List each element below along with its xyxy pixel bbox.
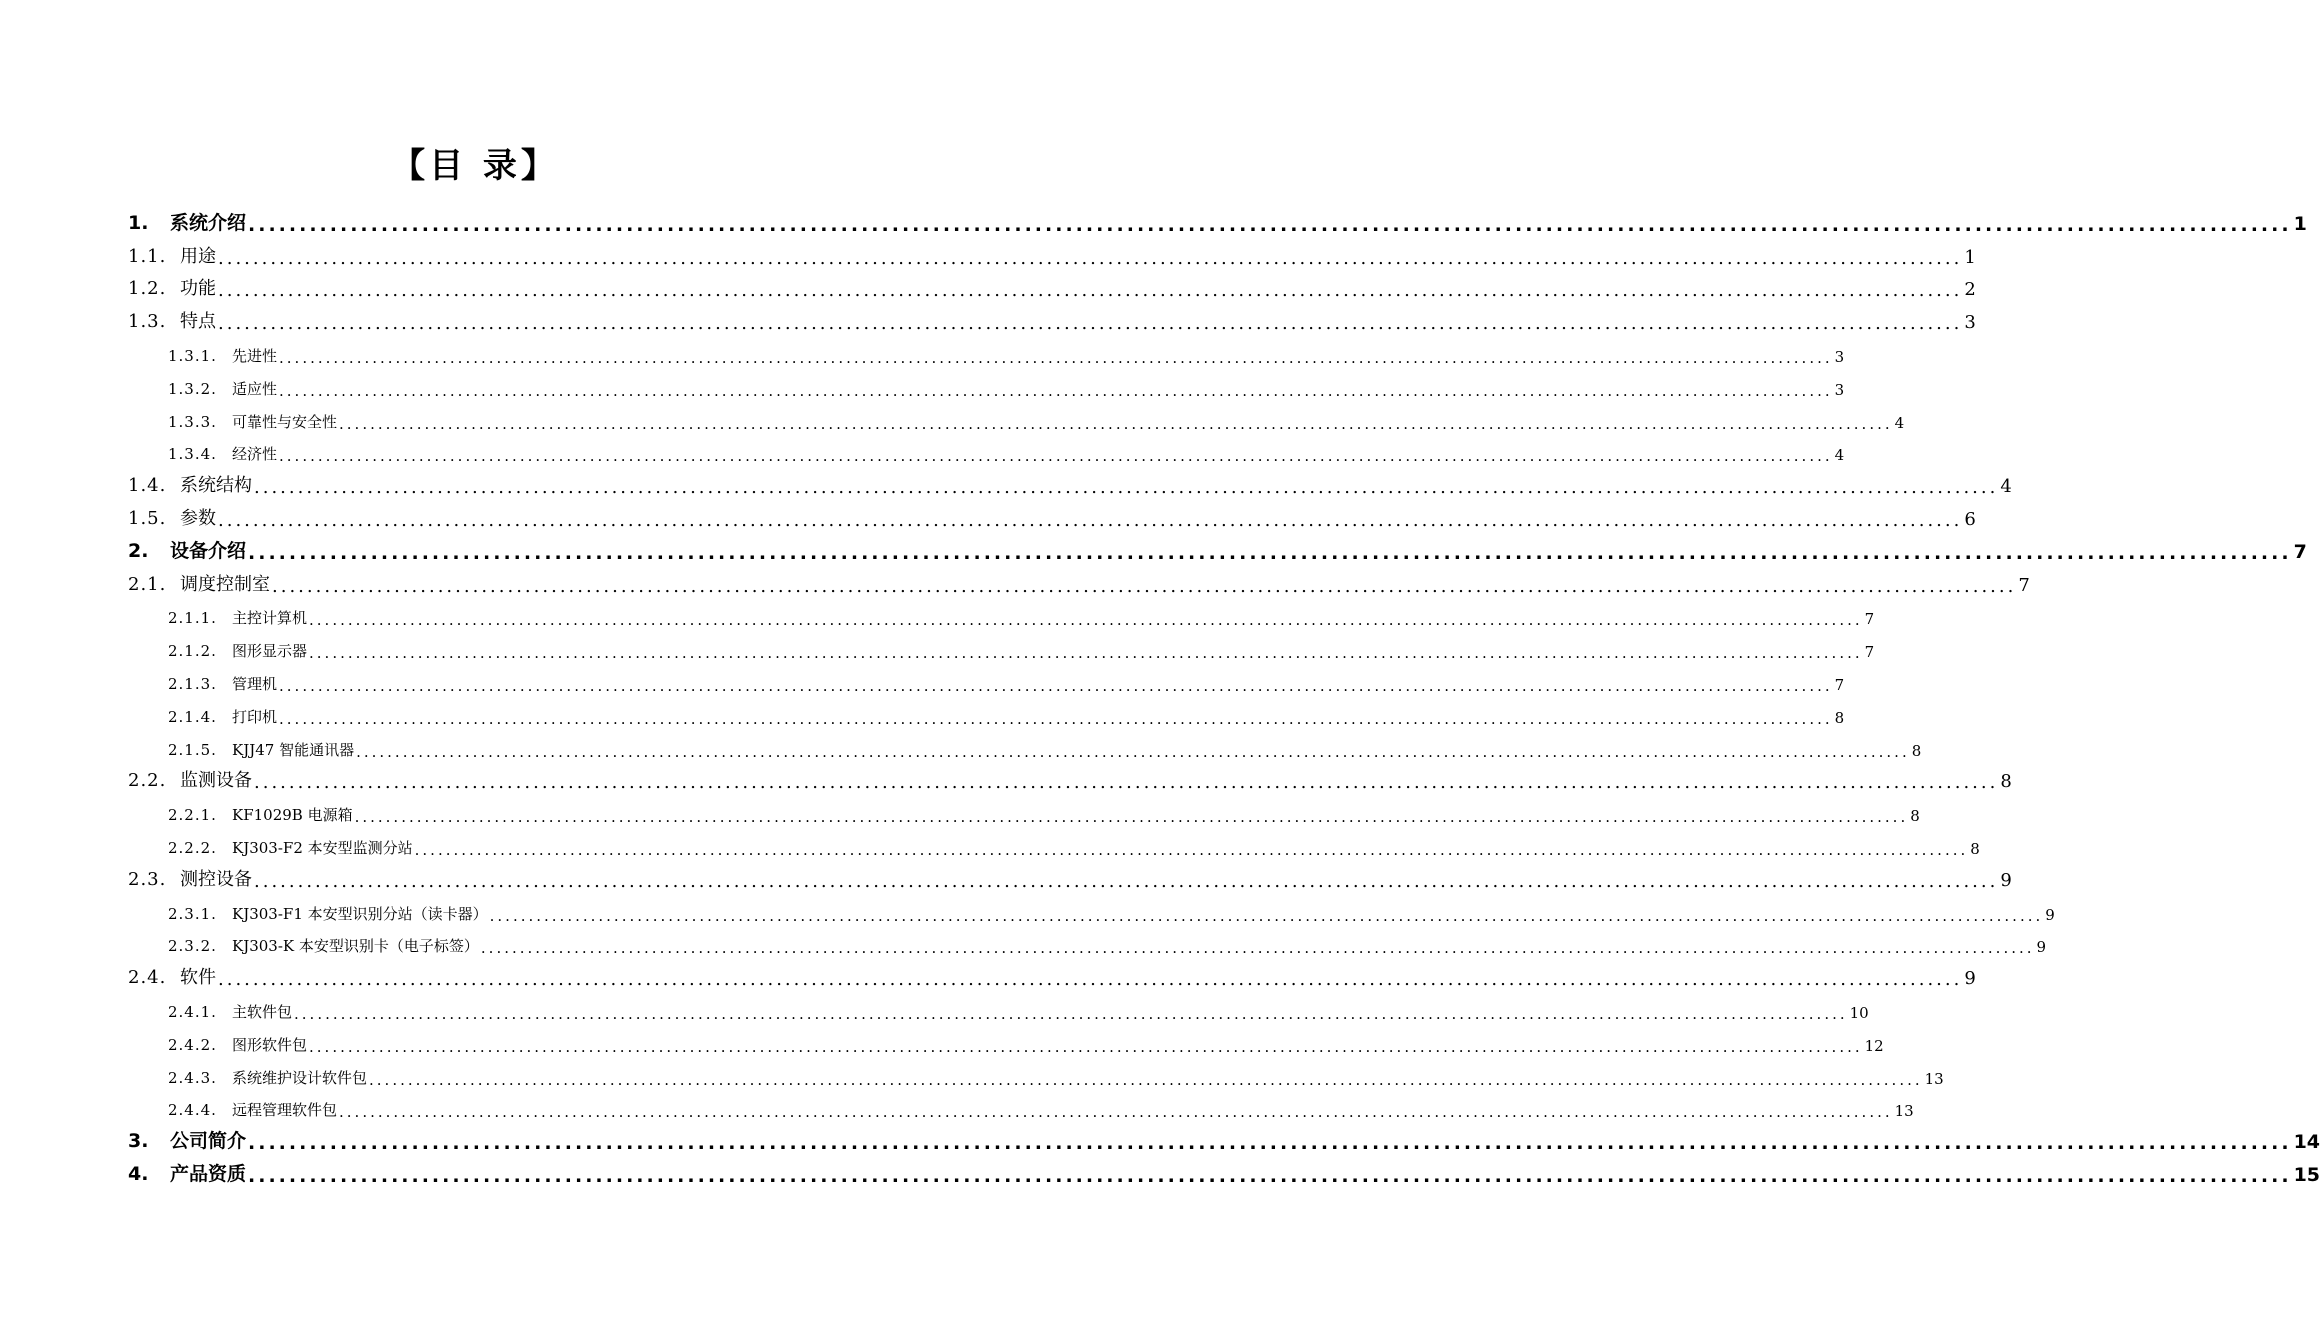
toc-entry-title: 设备介绍 [170,539,247,562]
toc-entry-title: 公司简介 [170,1130,247,1153]
toc-entry-page: 3 [1834,347,1845,366]
toc-entry-page: 13 [1924,1069,1944,1088]
toc-entry-page: 7 [2018,574,2030,596]
toc-entry-number: 2.2.1. [168,806,217,825]
toc-dot-leader: ........................................................................................................................................................................................................ [218,969,1963,991]
toc-entry[interactable] [128,694,1845,728]
toc-entry-page: 8 [1910,807,1920,826]
toc-entry-page: 9 [2036,938,2047,957]
toc-entry[interactable] [128,924,2047,958]
toc-entry-title: KF1029B 电源箱 [232,806,353,825]
toc-entry-number: 2.4.4. [168,1101,217,1120]
toc-entry-page: 9 [2045,905,2055,924]
toc-entry-title: 经济性 [232,445,278,464]
toc-entry-number: 1.3. [128,311,167,333]
toc-entry[interactable] [128,1088,1914,1122]
toc-entry[interactable] [128,497,1976,531]
toc-entry-number: 1.5. [128,507,167,529]
toc-entry-number: 2. [128,539,149,562]
toc-entry-page: 8 [1970,839,1980,858]
toc-entry-number: 1.1. [128,245,167,267]
toc-dot-leader: ........................................................................................................................................................................................................ [279,709,1833,728]
toc-entry[interactable] [128,956,1976,991]
toc-entry-page: 2 [1964,279,1976,301]
toc-entry-title: 系统介绍 [170,211,247,234]
toc-dot-leader: ........................................................................................................................................................................................................ [489,906,2044,925]
toc-entry-number: 2.1.5. [168,740,217,759]
toc-entry-page: 10 [1849,1003,1869,1022]
toc-entry-title: 主控计算机 [232,609,308,628]
toc-entry-title: 用途 [180,245,216,267]
toc-entry-title: 功能 [180,278,216,300]
toc-entry-page: 8 [1911,741,1922,760]
toc-dot-leader: ........................................................................................................................................................................................................ [339,414,1893,433]
toc-entry-page: 9 [1964,968,1976,990]
toc-entry-title: 图形显示器 [232,642,308,661]
toc-entry[interactable] [128,464,2012,499]
toc-entry[interactable] [128,661,1845,695]
toc-entry-title: 可靠性与安全性 [232,412,338,431]
toc-entry-page: 8 [2000,771,2012,793]
toc-entry-page: 9 [2000,869,2012,891]
table-of-contents [128,202,2320,1187]
toc-entry-number: 2.4.2. [168,1035,217,1054]
toc-entry-page: 4 [1894,413,1905,432]
toc-title: 【目 录】 [391,146,559,186]
toc-entry-title: 系统维护设计软件包 [232,1068,368,1087]
toc-entry[interactable] [128,300,1976,335]
toc-entry-title: KJ303-F1 本安型识别分站（读卡器） [232,904,488,923]
toc-dot-leader: ........................................................................................................................................................................................................ [294,1004,1848,1023]
toc-entry-title: KJJ47 智能通讯器 [232,740,355,759]
toc-dot-leader: ........................................................................................................................................................................................................ [254,477,1999,499]
toc-dot-leader: ........................................................................................................................................................................................................ [218,280,1963,302]
toc-entry[interactable] [128,727,1922,761]
toc-dot-leader: ........................................................................................................................................................................................................ [248,1164,2292,1187]
toc-entry-title: 监测设备 [180,770,252,792]
toc-entry-number: 2.4. [128,967,167,989]
toc-entry-page: 6 [1964,508,1976,530]
toc-entry-page: 3 [1834,380,1845,399]
toc-entry-number: 2.1. [128,573,167,595]
toc-entry-page: 4 [2000,476,2012,498]
toc-entry-number: 2.1.4. [168,707,217,726]
toc-entry-number: 1.3.1. [168,346,217,365]
toc-entry-page: 12 [1864,1036,1884,1055]
toc-entry[interactable] [128,1153,2320,1187]
toc-entry-number: 1.2. [128,278,167,300]
toc-dot-leader: ........................................................................................................................................................................................................ [354,808,1909,827]
toc-dot-leader: ........................................................................................................................................................................................................ [248,213,2292,236]
toc-entry[interactable] [128,432,1845,466]
toc-entry-number: 1.4. [128,475,167,497]
toc-entry-title: KJ303-K 本安型识别卡（电子标签） [232,937,479,956]
toc-entry-number: 2.4.3. [168,1068,217,1087]
toc-entry-number: 1. [128,211,149,234]
toc-entry-title: 适应性 [232,379,278,398]
toc-entry-page: 14 [2293,1131,2320,1154]
toc-entry-title: 远程管理软件包 [232,1101,338,1120]
toc-entry-number: 2.2. [128,770,167,792]
toc-entry[interactable] [128,891,2055,925]
toc-entry-page: 1 [1964,246,1976,268]
toc-dot-leader: ........................................................................................................................................................................................................ [218,313,1963,335]
toc-entry[interactable] [128,760,2012,794]
toc-entry-title: 打印机 [232,707,278,726]
toc-entry-page: 7 [2293,540,2307,563]
toc-entry-number: 2.1.1. [168,609,217,628]
toc-entry[interactable] [128,792,1920,827]
toc-entry[interactable] [128,235,1976,269]
toc-dot-leader: ........................................................................................................................................................................................................ [480,939,2035,958]
toc-dot-leader: ........................................................................................................................................................................................................ [279,381,1833,400]
toc-entry[interactable] [128,596,1875,630]
toc-dot-leader: ........................................................................................................................................................................................................ [218,509,1963,531]
toc-entry[interactable] [128,530,2307,564]
toc-entry-number: 2.1.3. [168,674,217,693]
toc-entry[interactable] [128,366,1845,400]
toc-entry-number: 2.3. [128,868,167,890]
toc-entry-number: 2.3.2. [168,937,217,956]
toc-entry-page: 7 [1864,610,1875,629]
toc-entry-number: 2.2.2. [168,838,217,857]
toc-entry-page: 4 [1834,446,1845,465]
toc-entry[interactable] [128,202,2307,236]
toc-entry-number: 1.3.3. [168,412,217,431]
toc-entry-title: 测控设备 [180,868,252,890]
toc-entry-page: 1 [2293,212,2307,235]
toc-entry-title: 调度控制室 [180,573,270,595]
toc-dot-leader: ........................................................................................................................................................................................................ [248,1132,2292,1155]
toc-entry-number: 2.1.2. [168,642,217,661]
toc-entry-title: 系统结构 [180,475,252,497]
toc-entry-number: 1.3.4. [168,445,217,464]
toc-entry[interactable] [128,858,2012,892]
toc-entry[interactable] [128,825,1980,859]
toc-entry[interactable] [128,628,1875,663]
toc-entry-title: 特点 [180,311,216,333]
toc-entry-page: 7 [1834,675,1845,694]
toc-dot-leader: ........................................................................................................................................................................................................ [254,870,1999,892]
toc-entry[interactable] [128,1022,1884,1056]
toc-dot-leader: ........................................................................................................................................................................................................ [414,840,1969,859]
toc-entry-title: 管理机 [232,674,278,693]
toc-dot-leader: ........................................................................................................................................................................................................ [279,676,1833,695]
toc-entry-title: 软件 [180,967,216,989]
toc-dot-leader: ........................................................................................................................................................................................................ [279,348,1833,367]
toc-entry[interactable] [128,1055,1944,1089]
toc-entry[interactable] [128,268,1976,302]
toc-entry-page: 13 [1894,1102,1914,1121]
toc-entry-number: 2.4.1. [168,1002,217,1021]
toc-dot-leader: ........................................................................................................................................................................................................ [309,611,1863,630]
toc-entry[interactable] [128,989,1869,1023]
toc-entry-page: 7 [1864,643,1875,662]
toc-entry-title: 先进性 [232,346,278,365]
toc-entry-number: 3. [128,1130,149,1153]
toc-dot-leader: ........................................................................................................................................................................................................ [309,644,1863,663]
toc-entry-number: 2.3.1. [168,904,217,923]
toc-entry-title: 产品资质 [170,1162,247,1185]
toc-dot-leader: ........................................................................................................................................................................................................ [356,742,1910,761]
toc-dot-leader: ........................................................................................................................................................................................................ [254,772,1999,794]
toc-entry[interactable] [128,333,1845,367]
toc-entry-page: 15 [2293,1163,2320,1186]
toc-dot-leader: ........................................................................................................................................................................................................ [218,247,1963,269]
toc-dot-leader: ........................................................................................................................................................................................................ [279,447,1833,466]
toc-entry-title: 图形软件包 [232,1035,308,1054]
toc-entry-title: KJ303-F2 本安型监测分站 [232,838,413,857]
toc-entry-page: 8 [1834,708,1845,727]
toc-dot-leader: ........................................................................................................................................................................................................ [309,1037,1863,1056]
toc-dot-leader: ........................................................................................................................................................................................................ [339,1103,1893,1122]
toc-entry[interactable] [128,399,1905,433]
toc-entry-number: 4. [128,1162,149,1185]
toc-entry-number: 1.3.2. [168,379,217,398]
toc-entry-title: 参数 [180,507,216,529]
toc-dot-leader: ........................................................................................................................................................................................................ [369,1070,1923,1089]
toc-entry-title: 主软件包 [232,1002,293,1021]
toc-entry-page: 3 [1964,312,1976,334]
toc-dot-leader: ........................................................................................................................................................................................................ [272,575,2017,597]
toc-entry[interactable] [128,563,2030,597]
toc-dot-leader: ........................................................................................................................................................................................................ [248,541,2292,564]
toc-entry[interactable] [128,1120,2320,1155]
